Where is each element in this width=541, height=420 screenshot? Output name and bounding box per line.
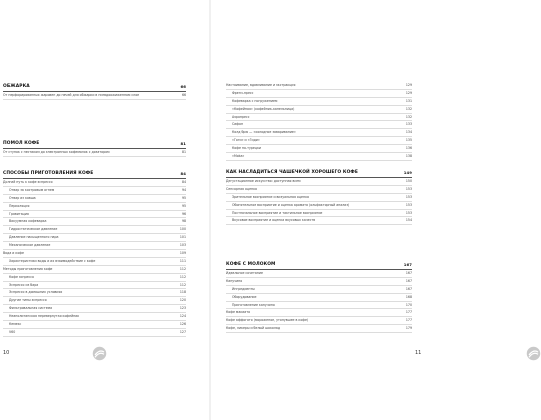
toc-entry-page: 168 bbox=[405, 294, 412, 299]
toc-chapter-heading bbox=[3, 82, 186, 92]
toc-entry bbox=[3, 297, 186, 305]
toc-entry-title: Обонятельное восприятие и оценка аромата (ольфакторный анализ) bbox=[232, 202, 350, 207]
toc-entry-title: КОФЕ С МОЛОКОМ bbox=[226, 262, 276, 267]
toc-chapter-heading bbox=[226, 168, 412, 178]
toc-section bbox=[3, 169, 186, 337]
toc-section bbox=[226, 260, 412, 333]
toc-entry-page: 109 bbox=[179, 251, 186, 256]
toc-entry-page: 81 bbox=[181, 150, 186, 154]
toc-entry-title: Методы приготовления кофе bbox=[3, 266, 53, 271]
toc-entry-page: 133 bbox=[405, 122, 412, 127]
toc-entry-page: 154 bbox=[405, 218, 412, 223]
toc-entry bbox=[226, 202, 412, 210]
toc-entry-title: Кофе эспрессо bbox=[9, 274, 34, 279]
toc-chapter-heading bbox=[226, 260, 412, 270]
toc-entry-title: Сифон bbox=[232, 122, 244, 127]
toc-entry-page: 129 bbox=[405, 83, 412, 87]
toc-entry-page: 132 bbox=[405, 106, 412, 111]
toc-entry-page: 112 bbox=[179, 266, 186, 271]
toc-entry-title: ОБЖАРКА bbox=[3, 84, 30, 89]
toc-entry bbox=[3, 250, 186, 258]
toc-entry-page: 95 bbox=[181, 203, 186, 208]
toc-entry-title: Кофеварка с погружением bbox=[232, 98, 278, 103]
toc-entry-title: Отвар из ковша bbox=[9, 195, 36, 200]
toc-entry-title: Капучино bbox=[226, 278, 243, 283]
toc-entry-title: КАК НАСЛАДИТЬСЯ ЧАШЕЧКОЙ ХОРОШЕГО КОФЕ bbox=[226, 170, 358, 175]
toc-entry-title: Перколяция bbox=[9, 203, 30, 208]
toc-entry-page: 135 bbox=[405, 138, 412, 143]
toc-entry-page: 153 bbox=[405, 210, 412, 215]
toc-entry-page: 81 bbox=[180, 141, 186, 146]
toc-entry-title: Дегустационное искусство: доступная всем bbox=[226, 179, 301, 183]
toc-entry bbox=[3, 282, 186, 290]
toc-entry bbox=[3, 226, 186, 234]
toc-entry bbox=[3, 149, 186, 157]
toc-entry bbox=[226, 153, 412, 161]
toc-entry bbox=[226, 90, 412, 98]
toc-entry bbox=[226, 194, 412, 202]
toc-entry-page: 84 bbox=[180, 171, 186, 176]
toc-section bbox=[226, 168, 412, 225]
toc-entry-page: 103 bbox=[179, 243, 186, 248]
toc-entry-page: 136 bbox=[405, 146, 412, 151]
toc-entry-title: Аэропресс bbox=[232, 114, 250, 119]
toc-entry-title: Эспрессо из бара bbox=[9, 282, 39, 287]
toc-entry-title: Долгий путь к кофе эспрессо bbox=[3, 180, 53, 184]
toc-entry bbox=[3, 266, 186, 274]
toc-entry-page: 101 bbox=[179, 235, 186, 240]
toc-entry-title: Эспрессо в домашних условиях bbox=[9, 290, 63, 295]
toc-entry bbox=[226, 129, 412, 137]
toc-entry bbox=[3, 211, 186, 219]
toc-entry bbox=[226, 294, 412, 302]
toc-entry-page: 66 bbox=[180, 84, 186, 89]
toc-entry bbox=[3, 218, 186, 226]
toc-entry bbox=[226, 82, 412, 90]
toc-entry-title: «Кофейная» (кофейник-капельница) bbox=[232, 106, 295, 111]
toc-entry-page: 126 bbox=[179, 322, 186, 327]
toc-entry-page: 179 bbox=[405, 326, 412, 331]
toc-entry-title: Отвар за костровым огнем bbox=[9, 187, 55, 192]
page-number-right: 11 bbox=[415, 350, 422, 356]
toc-entry-title: Характеристики воды и их взаимодействие с кофе bbox=[9, 258, 96, 263]
toc-entry-page: 123 bbox=[179, 306, 186, 311]
toc-entry-page: 134 bbox=[405, 130, 412, 135]
toc-entry-title: Гидростатическое давление bbox=[9, 227, 58, 232]
toc-entry bbox=[3, 179, 186, 187]
toc-entry bbox=[3, 187, 186, 195]
toc-entry bbox=[226, 145, 412, 153]
publisher-logo-icon bbox=[92, 346, 107, 361]
toc-entry-title: Оборудование bbox=[232, 294, 257, 299]
toc-entry-title: Неаполитанская перевернутая кофейник bbox=[9, 314, 80, 319]
toc-entry bbox=[3, 258, 186, 266]
toc-entry-title: Давление насыщенного пара bbox=[9, 235, 59, 240]
toc-entry-title: «Гоги» и «Гиди» bbox=[232, 138, 260, 143]
toc-entry-title: «Moka» bbox=[232, 154, 245, 159]
toc-entry bbox=[3, 234, 186, 242]
toc-entry bbox=[226, 114, 412, 122]
publisher-logo-icon bbox=[526, 346, 541, 361]
toc-entry bbox=[226, 137, 412, 145]
toc-entry-title: От перфорированных жаровен до печей для обжарки в псевдоожиженном слое bbox=[3, 93, 140, 97]
toc-entry-page: 100 bbox=[179, 227, 186, 232]
toc-entry bbox=[226, 286, 412, 294]
toc-entry bbox=[3, 242, 186, 250]
toc-entry-page: 132 bbox=[405, 114, 412, 119]
toc-section bbox=[3, 82, 186, 100]
toc-entry-page: 167 bbox=[405, 286, 412, 291]
toc-entry-title: Кофе, ликеры и белый шоколад bbox=[226, 326, 281, 331]
toc-entry-page: 84 bbox=[181, 180, 186, 184]
toc-entry-title: Другие типы эспрессо bbox=[9, 298, 47, 303]
toc-entry-page: 94 bbox=[181, 187, 186, 192]
toc-entry-page: 177 bbox=[405, 318, 412, 323]
toc-entry bbox=[226, 325, 412, 333]
toc-entry-page: 153 bbox=[405, 202, 412, 207]
toc-entry bbox=[3, 274, 186, 282]
toc-entry-title: Приготовление капучино bbox=[232, 302, 275, 307]
toc-entry bbox=[226, 178, 412, 186]
toc-entry bbox=[226, 317, 412, 325]
toc-entry-page: 153 bbox=[405, 194, 412, 199]
toc-entry-title: Постназальное восприятие и тактильное восприятие bbox=[232, 210, 323, 215]
right-page bbox=[210, 0, 420, 420]
toc-entry bbox=[226, 121, 412, 129]
toc-entry-title: Зрительное восприятие и визуальная оценка bbox=[232, 194, 309, 199]
page-number-left: 10 bbox=[3, 350, 10, 356]
toc-entry-title: Сенсорная оценка bbox=[226, 186, 258, 191]
toc-entry-title: Кофе макиато bbox=[226, 310, 251, 315]
toc-entry-title: Механическое давление bbox=[9, 243, 51, 248]
toc-entry-page: 153 bbox=[405, 186, 412, 191]
toc-entry bbox=[3, 321, 186, 329]
toc-chapter-heading bbox=[3, 139, 186, 149]
toc-entry-title: ПОМОЛ КОФЕ bbox=[3, 141, 40, 146]
toc-entry-title: Фильтровальная система bbox=[9, 306, 53, 311]
toc-section bbox=[3, 139, 186, 157]
toc-entry bbox=[226, 186, 412, 194]
toc-entry bbox=[3, 92, 186, 100]
toc-entry bbox=[226, 217, 412, 225]
toc-entry bbox=[3, 329, 186, 337]
toc-entry bbox=[226, 270, 412, 278]
toc-entry-title: Колд брю — «холодное заваривание» bbox=[232, 130, 296, 135]
toc-entry-page: 138 bbox=[405, 154, 412, 159]
toc-entry-title: Идеальное сочетание bbox=[226, 271, 263, 275]
toc-entry-page: 96 bbox=[181, 211, 186, 216]
left-page bbox=[0, 0, 210, 420]
toc-entry-page: 120 bbox=[179, 298, 186, 303]
toc-entry bbox=[226, 302, 412, 310]
toc-entry-page: 167 bbox=[405, 271, 412, 275]
toc-entry-title: Вода и кофе bbox=[3, 251, 24, 256]
toc-entry-page: 95 bbox=[181, 195, 186, 200]
toc-entry-page: 167 bbox=[403, 262, 412, 267]
toc-entry bbox=[226, 106, 412, 114]
toc-entry-title: Кофе аффогато (мороженое, утонувшее в кофе) bbox=[226, 318, 309, 323]
toc-entry-page: 129 bbox=[405, 90, 412, 95]
toc-entry-title: Вакуумная кофеварка bbox=[9, 219, 47, 224]
toc-entry-title: Вкусовое восприятие и оценка вкусовых качеств bbox=[232, 218, 316, 223]
toc-section bbox=[226, 82, 412, 161]
toc-chapter-heading bbox=[3, 169, 186, 179]
toc-entry-title: От ступок с пестиком до электронных кофемолок с дозатором bbox=[3, 150, 110, 154]
toc-entry bbox=[3, 195, 186, 203]
toc-entry-page: 167 bbox=[405, 278, 412, 283]
toc-entry-page: 149 bbox=[403, 170, 412, 175]
toc-entry-page: 66 bbox=[181, 93, 186, 97]
toc-entry-page: 127 bbox=[179, 329, 186, 334]
toc-entry-title: Кемекс bbox=[9, 322, 22, 327]
toc-entry bbox=[226, 309, 412, 317]
toc-entry bbox=[226, 278, 412, 286]
toc-entry-title: Настаивание, вдавливание и экстракция bbox=[226, 83, 296, 87]
toc-entry-page: 118 bbox=[179, 290, 186, 295]
toc-entry-page: 177 bbox=[405, 310, 412, 315]
toc-entry-title: СПОСОБЫ ПРИГОТОВЛЕНИЯ КОФЕ bbox=[3, 171, 94, 176]
toc-entry-page: 150 bbox=[405, 179, 412, 183]
toc-entry bbox=[3, 203, 186, 211]
toc-entry-title: Ингредиенты bbox=[232, 286, 255, 291]
toc-entry bbox=[3, 305, 186, 313]
toc-entry-page: 170 bbox=[405, 302, 412, 307]
toc-entry bbox=[226, 98, 412, 106]
toc-entry-page: 131 bbox=[405, 98, 412, 103]
toc-entry bbox=[3, 289, 186, 297]
toc-entry bbox=[226, 210, 412, 218]
toc-entry-title: Френч-пресс bbox=[232, 90, 254, 95]
toc-entry-page: 112 bbox=[179, 274, 186, 279]
toc-entry-title: Кофе по-турецки bbox=[232, 146, 261, 151]
toc-entry-title: V60 bbox=[9, 329, 16, 334]
toc-entry-page: 124 bbox=[179, 314, 186, 319]
toc-entry-page: 112 bbox=[179, 282, 186, 287]
toc-entry-page: 111 bbox=[179, 258, 186, 263]
toc-entry bbox=[3, 313, 186, 321]
toc-entry-title: Гравитация bbox=[9, 211, 29, 216]
toc-entry-page: 98 bbox=[181, 219, 186, 224]
